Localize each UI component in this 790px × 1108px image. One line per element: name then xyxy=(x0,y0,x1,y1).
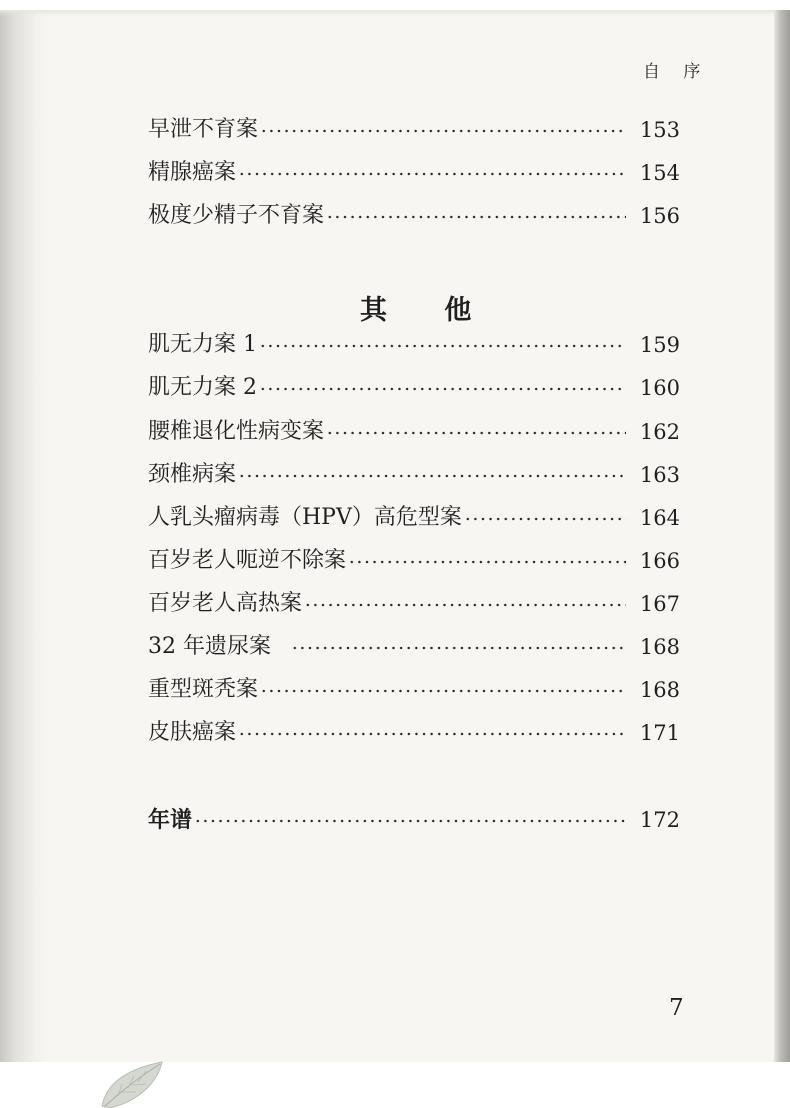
dot-leader xyxy=(194,805,626,835)
toc-entry xyxy=(148,201,680,231)
toc-entry-page: 164 xyxy=(639,506,680,530)
book-page xyxy=(0,10,790,1062)
toc-entry-page: 166 xyxy=(639,549,680,573)
toc-entry-title: 极度少精子不育案 xyxy=(148,203,325,228)
toc-entry xyxy=(148,589,680,619)
toc-entry xyxy=(148,675,680,705)
dot-leader xyxy=(260,675,626,705)
page-gutter-shadow xyxy=(0,10,48,1062)
toc-entry-title: 百岁老人高热案 xyxy=(148,591,303,616)
toc-entry-page: 168 xyxy=(639,635,680,659)
toc-entry-page: 159 xyxy=(639,333,680,357)
running-head: 自 序 xyxy=(643,62,702,82)
toc-entry-page: 167 xyxy=(639,592,680,616)
toc-entry-page: 168 xyxy=(639,678,680,702)
page-number: 7 xyxy=(669,995,684,1021)
toc-entry-page: 153 xyxy=(639,118,680,142)
dot-leader xyxy=(326,201,626,231)
toc-entry-title: 肌无力案 1 xyxy=(148,332,257,357)
dot-leader xyxy=(238,460,626,490)
toc-entry-title: 颈椎病案 xyxy=(148,462,237,487)
toc-entry-appendix xyxy=(148,805,680,835)
toc-entry-page: 160 xyxy=(639,376,680,400)
dot-leader xyxy=(238,718,626,748)
dot-leader xyxy=(259,373,626,403)
dot-leader xyxy=(259,330,626,360)
toc-entry-page: 171 xyxy=(639,721,680,745)
toc-entry-page: 163 xyxy=(639,463,680,487)
dot-leader xyxy=(291,632,626,662)
dot-leader xyxy=(464,503,626,533)
toc-entry-title: 肌无力案 2 xyxy=(148,375,257,400)
toc-entry-title: 重型斑秃案 xyxy=(148,677,259,702)
leaf-illustration xyxy=(92,1058,172,1108)
toc-entry xyxy=(148,503,680,533)
section-title: 其 他 xyxy=(360,295,472,326)
toc-entry xyxy=(148,417,680,447)
toc-entry xyxy=(148,546,680,576)
toc-entry-title: 早泄不育案 xyxy=(148,117,259,142)
toc-entry xyxy=(148,115,680,145)
toc-entry-page: 162 xyxy=(639,420,680,444)
toc-entry-page: 156 xyxy=(639,204,680,228)
toc-entry-title: 百岁老人呃逆不除案 xyxy=(148,548,347,573)
toc-entry-title: 人乳头瘤病毒（HPV）高危型案 xyxy=(148,505,462,530)
dot-leader xyxy=(304,589,626,619)
dot-leader xyxy=(238,158,626,188)
toc-entry-title: 年谱 xyxy=(148,807,193,833)
toc-entry xyxy=(148,330,680,360)
dot-leader xyxy=(348,546,626,576)
page-right-edge xyxy=(774,10,790,1062)
toc-entry-page: 172 xyxy=(639,808,680,832)
toc-entry-title: 腰椎退化性病变案 xyxy=(148,419,325,444)
toc-entry xyxy=(148,632,680,662)
toc-entry xyxy=(148,460,680,490)
toc-entry-page: 154 xyxy=(639,161,680,185)
dot-leader xyxy=(326,417,626,447)
page-top-edge xyxy=(0,10,790,16)
toc-entry xyxy=(148,718,680,748)
toc-entry-title: 皮肤癌案 xyxy=(148,720,237,745)
dot-leader xyxy=(260,115,626,145)
toc-entry-title: 精腺癌案 xyxy=(148,160,237,185)
toc-entry xyxy=(148,373,680,403)
toc-entry xyxy=(148,158,680,188)
toc-entry-title: 32 年遗尿案 xyxy=(148,634,271,659)
